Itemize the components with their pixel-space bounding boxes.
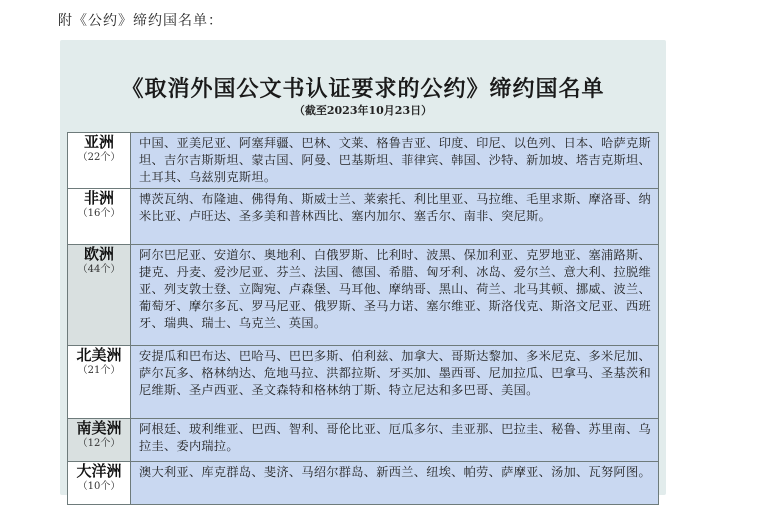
document-image [60,40,666,495]
region-cell [68,462,131,505]
region-count: （16个） [77,208,121,219]
region-cell [68,133,131,189]
region-row-oceania [68,462,659,505]
region-name: 北美洲 [76,346,122,364]
region-count: （21个） [77,365,121,376]
region-name: 欧洲 [83,245,114,263]
countries-list: 澳大利亚、库克群岛、斐济、马绍尔群岛、新西兰、纽埃、帕劳、萨摩亚、汤加、瓦努阿图。 [131,462,659,505]
document-subtitle: （截至2023年10月23日） [293,104,433,117]
region-row-asia [68,133,659,189]
region-count: （12个） [77,438,121,449]
region-cell [68,419,131,462]
region-cell [68,346,131,419]
region-count: （10个） [77,481,121,492]
countries-list: 博茨瓦纳、布隆迪、佛得角、斯威士兰、莱索托、利比里亚、马拉维、毛里求斯、摩洛哥、纳米比亚、卢旺达、圣多美和普林西比、塞内加尔、塞舌尔、南非、突尼斯。 [131,189,659,245]
document-title: 《取消外国公文书认证要求的公约》缔约国名单 [121,76,605,102]
countries-list: 安提瓜和巴布达、巴哈马、巴巴多斯、伯利兹、加拿大、哥斯达黎加、多米尼克、多米尼加、萨尔瓦多、格林纳达、危地马拉、洪都拉斯、牙买加、墨西哥、尼加拉瓜、巴拿马、圣基茨和尼维斯、圣卢西亚、圣文森特和格林纳丁斯、特立尼达和多巴哥、美国。 [131,346,659,419]
region-name: 非洲 [83,189,114,207]
region-count: （22个） [77,152,121,163]
region-row-north-america [68,346,659,419]
region-cell [68,245,131,346]
countries-list: 阿尔巴尼亚、安道尔、奥地利、白俄罗斯、比利时、波黑、保加利亚、克罗地亚、塞浦路斯、捷克、丹麦、爱沙尼亚、芬兰、法国、德国、希腊、匈牙利、冰岛、爱尔兰、意大利、拉脱维亚、列支敦士登、立陶宛、卢森堡、马耳他、摩纳哥、黑山、荷兰、北马其顿、挪威、波兰、葡萄牙、摩尔多瓦、罗马尼亚、俄罗斯、圣马力诺、塞尔维亚、斯洛伐克、斯洛文尼亚、西班牙、瑞典、瑞士、乌克兰、英国。 [131,245,659,346]
region-row-south-america [68,419,659,462]
countries-list: 中国、亚美尼亚、阿塞拜疆、巴林、文莱、格鲁吉亚、印度、印尼、以色列、日本、哈萨克斯坦、吉尔吉斯斯坦、蒙古国、阿曼、巴基斯坦、菲律宾、韩国、沙特、新加坡、塔吉克斯坦、土耳其、乌兹别克斯坦。 [131,133,659,189]
region-cell [68,189,131,245]
region-name: 亚洲 [83,133,114,151]
countries-list: 阿根廷、玻利维亚、巴西、智利、哥伦比亚、厄瓜多尔、圭亚那、巴拉圭、秘鲁、苏里南、乌拉圭、委内瑞拉。 [131,419,659,462]
region-row-europe [68,245,659,346]
region-count: （44个） [77,264,121,275]
document-caption: 附《公约》缔约国名单： [58,13,223,29]
region-name: 南美洲 [76,419,122,437]
member-states-table [67,132,659,505]
region-row-africa [68,189,659,245]
region-name: 大洋洲 [76,462,122,480]
